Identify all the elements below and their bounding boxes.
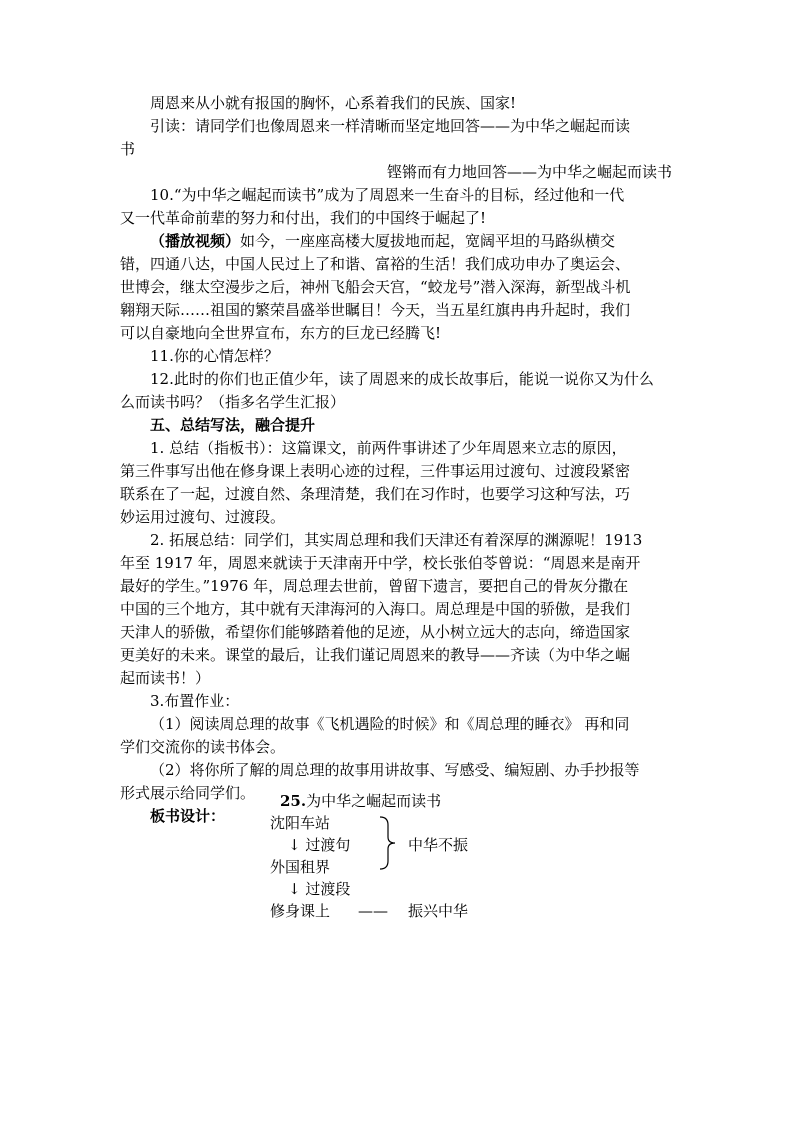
paragraph-line: 妙运用过渡句、过渡段。 xyxy=(120,508,286,526)
board-right-revive: 振兴中华 xyxy=(408,902,469,920)
paragraph-line: 书 xyxy=(120,140,136,158)
board-title: 25.为中华之崛起而读书 xyxy=(280,792,442,810)
paragraph-line: 11.你的心情怎样？ xyxy=(150,347,279,365)
board-arrow-transition-sentence: ↓ 过渡句 xyxy=(288,836,351,854)
paragraph-line: 中国的三个地方，其中就有天津海河的入海口。周总理是中国的骄傲，是我们 xyxy=(120,600,631,618)
board-design-heading: 板书设计： xyxy=(150,807,226,825)
paragraph-line: 天津人的骄傲，希望你们能够踏着他的足迹，从小树立远大的志向，缔造国家 xyxy=(120,623,631,641)
paragraph-line: 引读：请同学们也像周恩来一样清晰而坚定地回答——为中华之崛起而读 xyxy=(150,117,631,135)
paragraph-line: 学们交流你的读书体会。 xyxy=(120,738,286,756)
board-row-concession: 外国租界 xyxy=(270,858,331,876)
board-arrow-transition-paragraph: ↓ 过渡段 xyxy=(288,880,351,898)
paragraph-line: 铿锵而有力地回答——为中华之崛起而读书 xyxy=(386,163,672,181)
paragraph-line: 周恩来从小就有报国的胸怀，心系着我们的民族、国家! xyxy=(150,94,517,112)
right-brace-icon xyxy=(378,816,398,870)
board-right-weak: 中华不振 xyxy=(408,836,469,854)
paragraph-line: 形式展示给同学们。 xyxy=(120,784,256,802)
paragraph-line: 联系在了一起，过渡自然、条理清楚，我们在习作时，也要学习这种写法，巧 xyxy=(120,485,631,503)
section-heading: 五、总结写法，融合提升 xyxy=(150,416,316,434)
paragraph-line: 又一代革命前辈的努力和付出，我们的中国终于崛起了! xyxy=(120,209,487,227)
paragraph-line: （播放视频）如今，一座座高楼大厦拔地而起，宽阔平坦的马路纵横交 xyxy=(150,232,616,250)
paragraph-line: 错，四通八达，中国人民过上了和谐、富裕的生活！我们成功申办了奥运会、 xyxy=(120,255,631,273)
paragraph-line: 年至 1917 年，周恩来就读于天津南开中学，校长张伯苓曾说：“周恩来是南开 xyxy=(120,554,641,572)
paragraph-line: 世博会，继太空漫步之后，神州飞船会天宫，“蛟龙号”潜入深海，新型战斗机 xyxy=(120,278,631,296)
video-label: （播放视频） xyxy=(150,232,241,250)
paragraph-line: 么而读书吗？（指多名学生汇报） xyxy=(120,393,346,411)
board-design xyxy=(270,790,570,930)
paragraph-line: 3.布置作业： xyxy=(150,692,240,710)
paragraph-line: 1. 总结（指板书）：这篇课文，前两件事讲述了少年周恩来立志的原因， xyxy=(150,439,627,457)
board-row-class: 修身课上 xyxy=(270,902,331,920)
paragraph-line: （1）阅读周总理的故事《飞机遇险的时候》和《周总理的睡衣》 再和同 xyxy=(150,715,630,733)
paragraph-line: 2. 拓展总结：同学们，其实周总理和我们天津还有着深厚的渊源呢！1913 xyxy=(150,531,643,549)
paragraph-line: 第三件事写出他在修身课上表明心迹的过程，三件事运用过渡句、过渡段紧密 xyxy=(120,462,631,480)
board-dash: —— xyxy=(358,902,388,920)
paragraph-line: 更美好的未来。课堂的最后，让我们谨记周恩来的教导——齐读（为中华之崛 xyxy=(120,646,631,664)
paragraph-line: 翱翔天际……祖国的繁荣昌盛举世瞩目！今天，当五星红旗冉冉升起时，我们 xyxy=(120,301,631,319)
paragraph-line: （2）将你所了解的周总理的故事用讲故事、写感受、编短剧、办手抄报等 xyxy=(150,761,640,779)
paragraph-line: 起而读书！） xyxy=(120,669,211,687)
paragraph-line: 10.“为中华之崛起而读书”成为了周恩来一生奋斗的目标，经过他和一代 xyxy=(150,186,625,204)
paragraph-line: 12.此时的你们也正值少年，读了周恩来的成长故事后，能说一说你又为什么 xyxy=(150,370,654,388)
paragraph-line: 可以自豪地向全世界宣布，东方的巨龙已经腾飞! xyxy=(120,324,442,342)
paragraph-line: 最好的学生。”1976 年，周总理去世前，曾留下遗言，要把自己的骨灰分撒在 xyxy=(120,577,629,595)
board-row-station: 沈阳车站 xyxy=(270,814,331,832)
